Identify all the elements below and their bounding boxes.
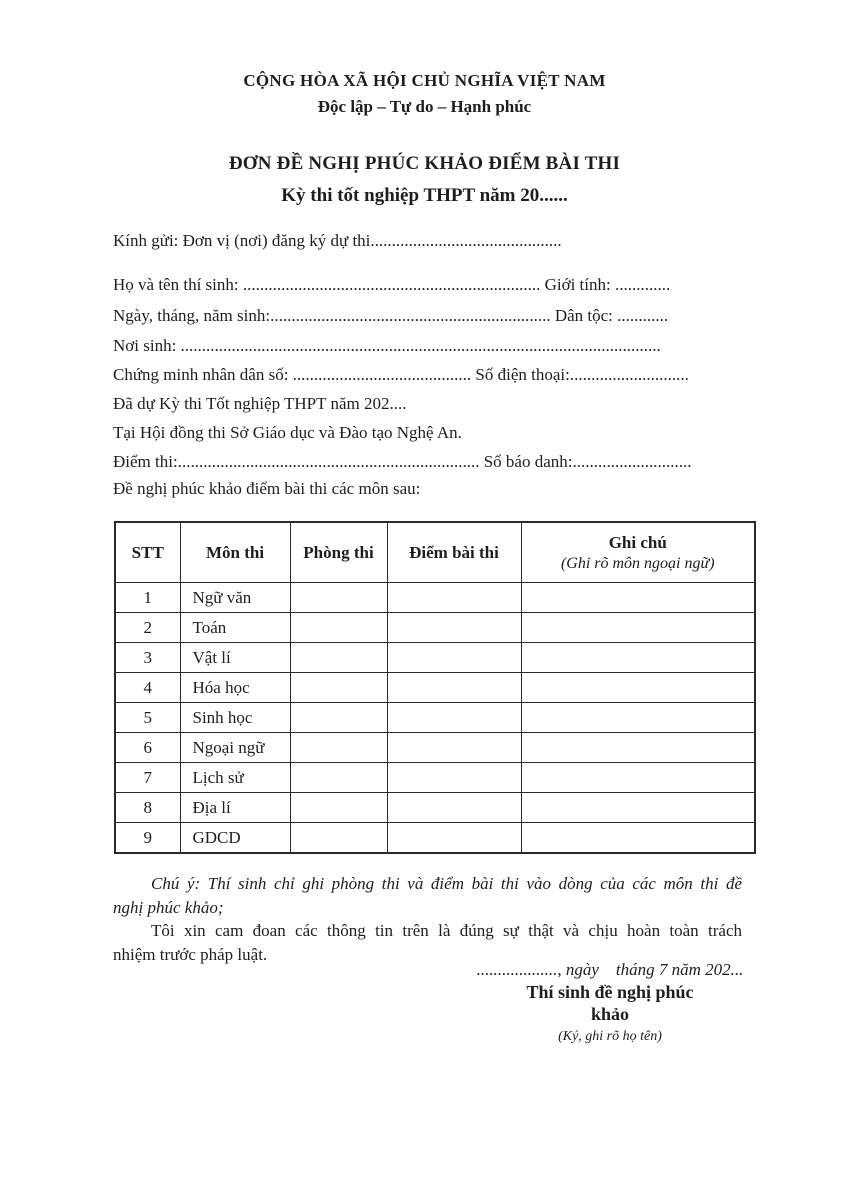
signature-role-line2: khảo <box>590 1004 630 1024</box>
cell-ghi-chu <box>521 643 755 673</box>
col-header-mon-thi: Môn thi <box>180 522 290 583</box>
cell-mon-thi: Địa lí <box>180 793 290 823</box>
table-header-row <box>115 522 755 583</box>
table-row <box>115 793 755 823</box>
table-row <box>115 673 755 703</box>
cell-phong-thi <box>290 733 387 763</box>
cell-mon-thi: Hóa học <box>180 673 290 703</box>
table-row <box>115 583 755 613</box>
cell-ghi-chu <box>521 583 755 613</box>
cell-stt: 5 <box>115 703 180 733</box>
signature-block <box>445 959 775 1047</box>
cell-diem-bai-thi <box>387 613 521 643</box>
field-line-cmnd: Chứng minh nhân dân số: .......................................... Số điện thoại:............................ <box>113 365 689 384</box>
field-line-noi-sinh: Nơi sinh: ................................................................................................................. <box>113 336 661 355</box>
cell-diem-bai-thi <box>387 673 521 703</box>
cell-diem-bai-thi <box>387 703 521 733</box>
cell-stt: 1 <box>115 583 180 613</box>
field-line-da-du-ky-thi: Đã dự Kỳ thi Tốt nghiệp THPT năm 202.... <box>113 394 407 413</box>
cell-ghi-chu <box>521 613 755 643</box>
cell-stt: 8 <box>115 793 180 823</box>
cell-phong-thi <box>290 793 387 823</box>
cell-ghi-chu <box>521 763 755 793</box>
cell-phong-thi <box>290 613 387 643</box>
cell-diem-bai-thi <box>387 643 521 673</box>
table-row <box>115 613 755 643</box>
table-row <box>115 643 755 673</box>
cell-mon-thi: GDCD <box>180 823 290 854</box>
table-row <box>115 703 755 733</box>
cell-phong-thi <box>290 673 387 703</box>
note-cam-doan-line2: nhiệm trước pháp luật. <box>113 945 268 964</box>
signature-role-line1: Thí sinh đề nghị phúc <box>526 982 694 1002</box>
national-motto-line1: CỘNG HÒA XÃ HỘI CHỦ NGHĨA VIỆT NAM <box>243 71 606 90</box>
ghi-chu-title: Ghi chú <box>608 532 667 552</box>
signature-date-line: ..................., ngày tháng 7 năm 202... <box>476 960 744 979</box>
table-row <box>115 763 755 793</box>
col-header-phong-thi: Phòng thi <box>290 522 387 583</box>
col-header-diem-bai-thi: Điểm bài thi <box>387 522 521 583</box>
cell-ghi-chu <box>521 823 755 854</box>
form-subtitle: Kỳ thi tốt nghiệp THPT năm 20...... <box>281 185 568 206</box>
subjects-table <box>114 521 756 854</box>
field-line-ngay-sinh: Ngày, tháng, năm sinh:.................................................................. Dân tộc: ............ <box>113 306 669 325</box>
ghi-chu-subtitle: (Ghi rõ môn ngoại ngữ) <box>560 554 715 572</box>
table-row <box>115 823 755 854</box>
form-title: ĐƠN ĐỀ NGHỊ PHÚC KHẢO ĐIỂM BÀI THI <box>228 153 621 174</box>
field-line-de-nghi: Đề nghị phúc khảo điểm bài thi các môn sau: <box>113 479 421 498</box>
cell-stt: 2 <box>115 613 180 643</box>
field-line-ho-ten: Họ và tên thí sinh: ...................................................................... Giới tính: ............. <box>113 275 671 294</box>
table-row <box>115 733 755 763</box>
cell-stt: 7 <box>115 763 180 793</box>
cell-mon-thi: Lịch sử <box>180 763 290 793</box>
note-chu-y-line2: nghị phúc khảo; <box>113 898 224 917</box>
cell-phong-thi <box>290 763 387 793</box>
cell-mon-thi: Ngữ văn <box>180 583 290 613</box>
cell-stt: 6 <box>115 733 180 763</box>
field-line-kinh-gui: Kính gửi: Đơn vị (nơi) đăng ký dự thi............................................. <box>113 231 562 250</box>
col-header-stt: STT <box>115 522 180 583</box>
national-motto-line2: Độc lập – Tự do – Hạnh phúc <box>317 97 532 116</box>
cell-phong-thi <box>290 643 387 673</box>
cell-stt: 9 <box>115 823 180 854</box>
cell-mon-thi: Vật lí <box>180 643 290 673</box>
cell-diem-bai-thi <box>387 763 521 793</box>
field-line-hoi-dong-thi: Tại Hội đồng thi Sở Giáo dục và Đào tạo Nghệ An. <box>113 423 462 442</box>
note-cam-doan-line1: Tôi xin cam đoan các thông tin trên là đúng sự thật và chịu hoàn toàn trách <box>151 921 742 940</box>
cell-ghi-chu <box>521 733 755 763</box>
cell-ghi-chu <box>521 703 755 733</box>
cell-diem-bai-thi <box>387 793 521 823</box>
cell-mon-thi: Ngoại ngữ <box>180 733 290 763</box>
signature-hint: (Ký, ghi rõ họ tên) <box>558 1029 662 1044</box>
cell-phong-thi <box>290 583 387 613</box>
cell-ghi-chu <box>521 793 755 823</box>
cell-stt: 3 <box>115 643 180 673</box>
cell-diem-bai-thi <box>387 733 521 763</box>
note-chu-y-line1: Chú ý: Thí sinh chỉ ghi phòng thi và điểm bài thi vào dòng của các môn thi đề <box>151 874 742 893</box>
field-line-diem-thi: Điểm thi:....................................................................... Số báo danh:............................ <box>113 452 692 471</box>
col-header-ghi-chu <box>521 522 755 583</box>
cell-stt: 4 <box>115 673 180 703</box>
cell-phong-thi <box>290 703 387 733</box>
cell-mon-thi: Sinh học <box>180 703 290 733</box>
cell-mon-thi: Toán <box>180 613 290 643</box>
cell-diem-bai-thi <box>387 823 521 854</box>
cell-diem-bai-thi <box>387 583 521 613</box>
cell-ghi-chu <box>521 673 755 703</box>
cell-phong-thi <box>290 823 387 854</box>
